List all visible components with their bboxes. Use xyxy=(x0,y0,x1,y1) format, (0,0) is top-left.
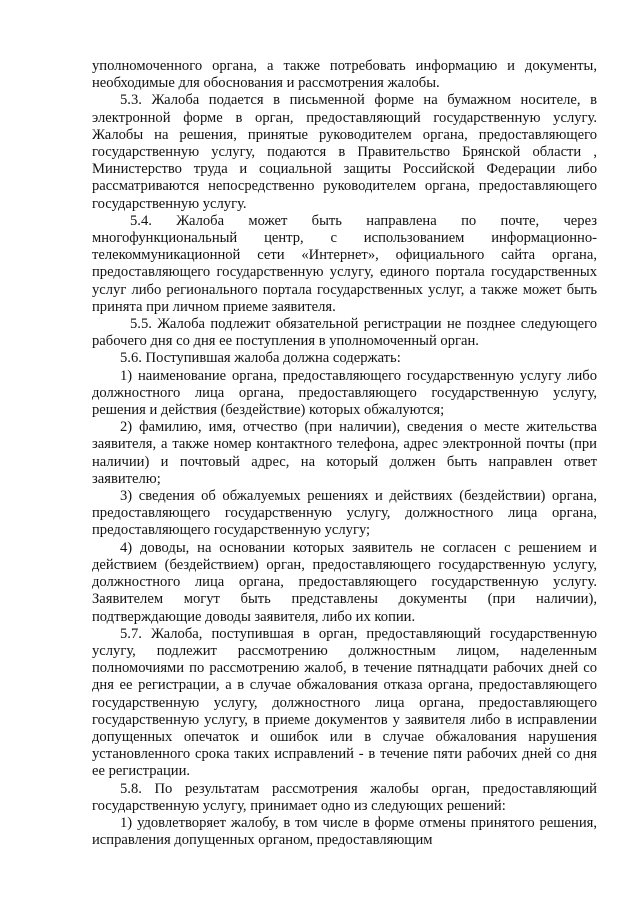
list-item-5-6-3: 3) сведения об обжалуемых решениях и действиях (бездействии) органа, предоставляющего государственную услугу, должностного лица органа, предоставляющего государственную услугу; xyxy=(92,488,597,539)
document-page xyxy=(92,58,597,849)
paragraph-5-5: 5.5. Жалоба подлежит обязательной регистрации не позднее следующего рабочего дня со дня ее поступления в уполномоченный орган. xyxy=(92,316,597,350)
paragraph-5-6: 5.6. Поступившая жалоба должна содержать: xyxy=(120,350,401,367)
list-item-5-8-1: 1) удовлетворяет жалобу, в том числе в форме отмены принятого решения, исправления допущенных органом, предоставляющим xyxy=(92,814,597,849)
list-item-5-6-4: 4) доводы, на основании которых заявитель не согласен с решением и действием (бездействием) орган, предоставляющего государственную услугу, должностного лица органа, предоставляющего государственную услугу. Заявителем могут быть представлены документы (при наличии), подтверждающие доводы заявителя, либо их копии. xyxy=(92,539,597,625)
list-item-5-6-2: 2) фамилию, имя, отчество (при наличии), сведения о месте жительства заявителя, а также номер контактного телефона, адрес электронной почты (при наличии) и почтовый адрес, на который должен быть направлен ответ заявителю; xyxy=(92,419,597,487)
paragraph-5-8: 5.8. По результатам рассмотрения жалобы орган, предоставляющий государственную услугу, принимает одно из следующих решений: xyxy=(92,780,597,814)
paragraph-5-3: 5.3. Жалоба подается в письменной форме на бумажном носителе, в электронной форме в орган, предоставляющий государственную услугу. Жалобы на решения, принятые руководителем органа, предоставляющего государственную услугу, подаются в Правительство Брянской области , Министерство труда и социальной защиты Российской Федерации либо рассматриваются непосредственно руководителем органа, предоставляющего государственную услугу. xyxy=(92,92,597,212)
paragraph-continuation: уполномоченного органа, а также потребовать информацию и документы, необходимые для обоснования и рассмотрения жалобы. xyxy=(92,58,597,92)
paragraph-5-4: 5.4. Жалоба может быть направлена по почте, через многофункциональный центр, с использованием информационно-телекоммуникационной сети «Интернет», официального сайта органа, предоставляющего государственную услугу, единого портала государственных услуг либо регионального портала государственных услуг, а также может быть принята при личном приеме заявителя. xyxy=(92,212,597,315)
list-item-5-6-1: 1) наименование органа, предоставляющего государственную услугу либо должностного лица органа, предоставляющего государственную услугу, решения и действия (бездействие) которых обжалуются; xyxy=(92,367,597,419)
paragraph-5-7: 5.7. Жалоба, поступившая в орган, предоставляющий государственную услугу, подлежит рассмотрению должностным лицом, наделенным полномочиями по рассмотрению жалоб, в течение пятнадцати рабочих дней со дня ее регистрации, а в случае обжалования отказа органа, предоставляющего государственную услугу, должностного лица органа, предоставляющего государственную услугу, в приеме документов у заявителя либо в исправлении допущенных опечаток и ошибок или в случае обжалования нарушения установленного срока таких исправлений - в течение пяти рабочих дней со дня ее регистрации. xyxy=(92,625,597,780)
